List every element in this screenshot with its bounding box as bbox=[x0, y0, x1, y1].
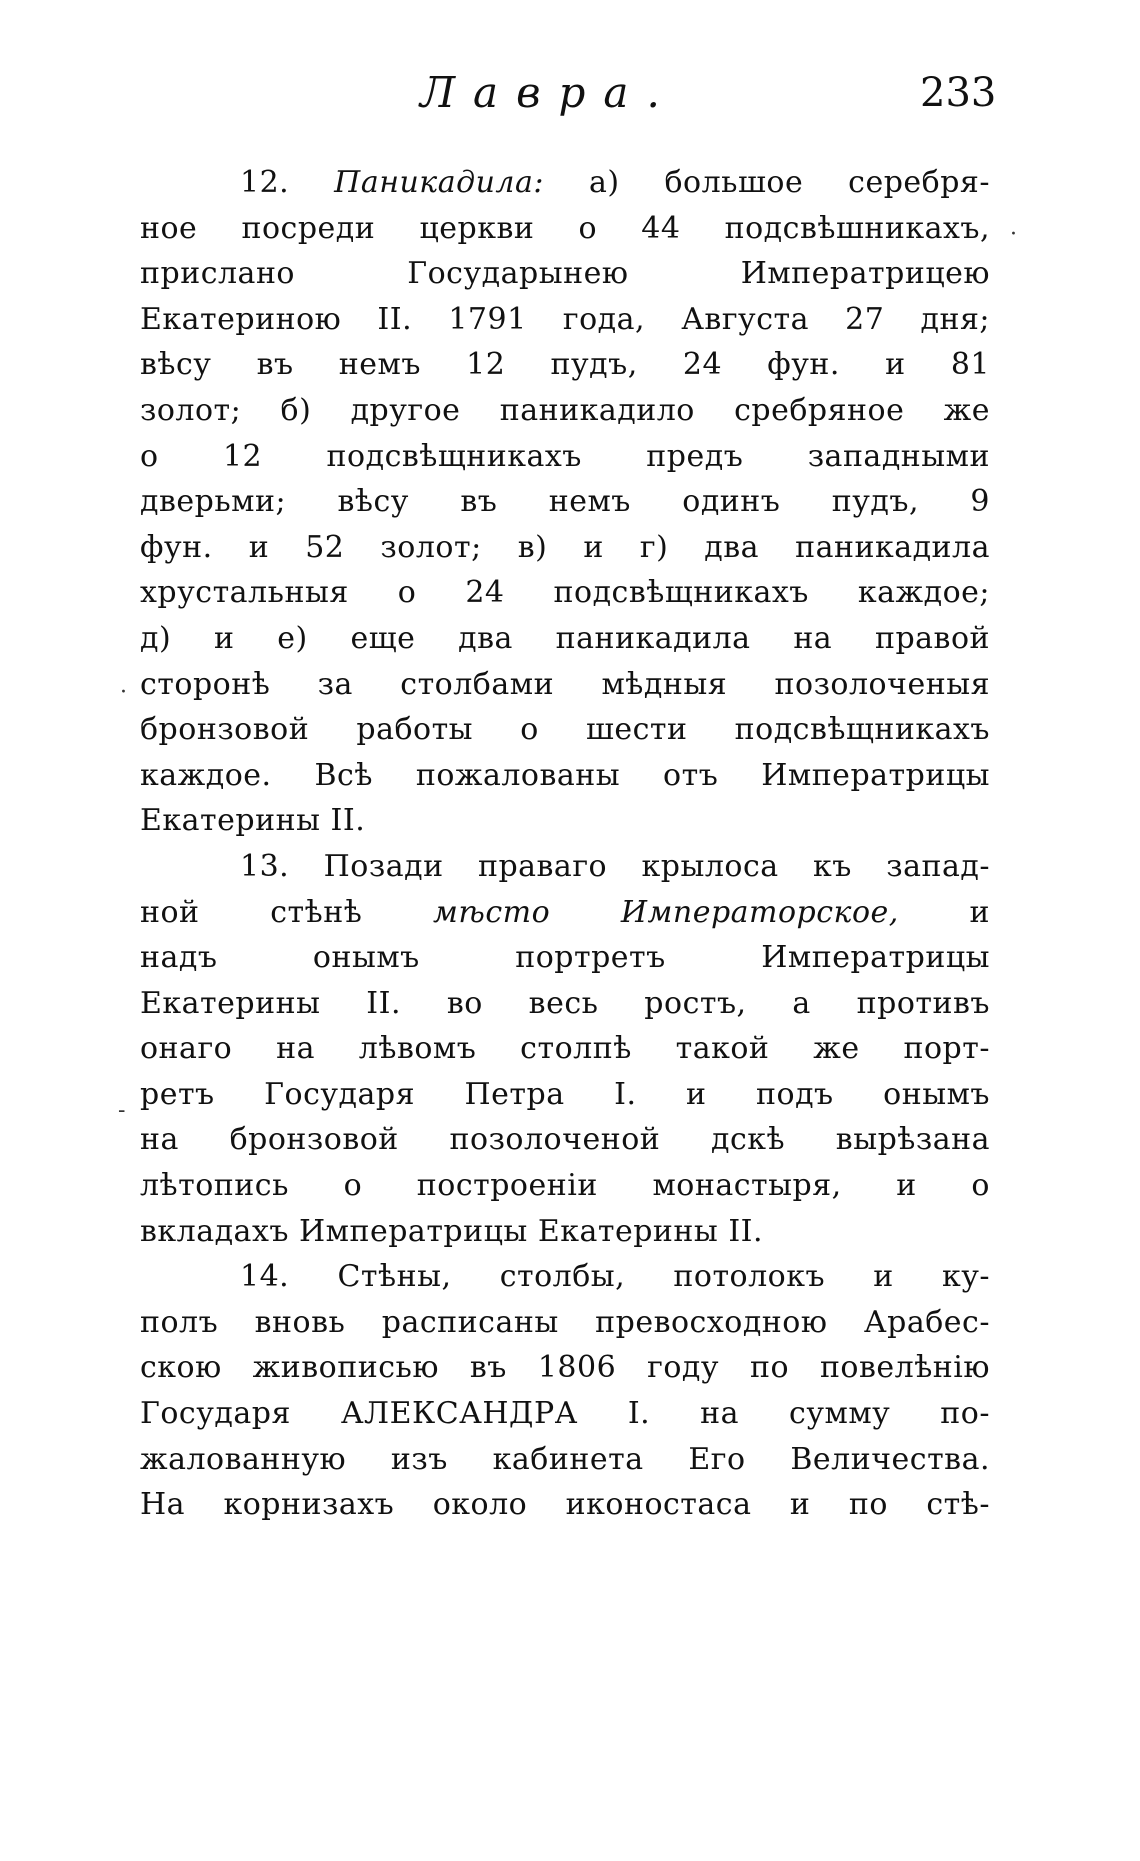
margin-dash: - bbox=[118, 1098, 126, 1123]
paragraph-number: 14. bbox=[240, 1259, 290, 1295]
text-run: и bbox=[898, 894, 991, 930]
text-line: дверьми; вѣсу въ немъ одинъ пудъ, 9 bbox=[140, 484, 990, 520]
text-line: На корнизахъ около иконостаса и по стѣ- bbox=[140, 1487, 990, 1523]
text-line: о 12 подсвѣщникахъ предъ западными bbox=[140, 438, 990, 474]
paragraph-13 bbox=[140, 844, 990, 1254]
text-line: полъ вновь расписаны превосходною Арабес- bbox=[140, 1304, 990, 1340]
text-line: бронзовой работы о шести подсвѣщникахъ bbox=[140, 712, 990, 748]
text-line: сторонѣ за столбами мѣдныя позолоченыя bbox=[140, 666, 990, 702]
text-line: золот; б) другое паникадило сребряное же bbox=[140, 392, 990, 428]
margin-dot: · bbox=[1010, 222, 1017, 247]
margin-dot: · bbox=[120, 680, 127, 705]
paragraph-number: 13. bbox=[240, 848, 290, 884]
text-run: а) большое серебря- bbox=[544, 165, 990, 200]
running-title: Лавра. bbox=[420, 68, 678, 117]
text-line: жалованную изъ кабинета Его Величества. bbox=[140, 1441, 990, 1477]
text-line: Екатерины II. bbox=[140, 803, 366, 839]
page-number: 233 bbox=[920, 70, 997, 116]
text-line bbox=[140, 890, 990, 936]
text-line: на бронзовой позолоченой дскѣ вырѣзана bbox=[140, 1122, 990, 1158]
italic-term: Паникадила: bbox=[334, 165, 545, 200]
italic-term: мѣсто Императорское, bbox=[433, 894, 899, 930]
text-line: лѣтопись о построеніи монастыря, и о bbox=[140, 1168, 990, 1204]
text-line: надъ онымъ портретъ Императрицы bbox=[140, 940, 990, 976]
text-line: скою живописью въ 1806 году по повелѣнію bbox=[140, 1350, 990, 1386]
text-line bbox=[140, 160, 990, 206]
text-line: Государя АЛЕКСАНДРА I. на сумму по- bbox=[140, 1396, 990, 1432]
paragraph-14 bbox=[140, 1254, 990, 1528]
text-line: каждое. Всѣ пожалованы отъ Императрицы bbox=[140, 757, 990, 793]
text-line: хрустальныя о 24 подсвѣщникахъ каждое; bbox=[140, 575, 990, 611]
text-line: ретъ Государя Петра I. и подъ онымъ bbox=[140, 1076, 990, 1112]
text-line bbox=[140, 1254, 990, 1300]
text-run: ной стѣнѣ bbox=[140, 894, 433, 930]
text-line: ное посреди церкви о 44 подсвѣшникахъ, bbox=[140, 210, 990, 246]
text-run: Позади праваго крылоса къ запад- bbox=[323, 848, 990, 884]
paragraph-12 bbox=[140, 160, 990, 844]
text-line: Екатериною II. 1791 года, Августа 27 дня; bbox=[140, 301, 990, 337]
text-run: Стѣны, столбы, потолокъ и ку- bbox=[337, 1259, 991, 1295]
text-line: фун. и 52 золот; в) и г) два паникадила bbox=[140, 529, 990, 565]
body-text bbox=[140, 160, 990, 1528]
text-line: вкладахъ Императрицы Екатерины II. bbox=[140, 1213, 764, 1249]
text-line: прислано Государынею Императрицею bbox=[140, 256, 990, 292]
text-line bbox=[140, 844, 990, 890]
text-line: вѣсу въ немъ 12 пудъ, 24 фун. и 81 bbox=[140, 347, 990, 383]
text-line: Екатерины II. во весь ростъ, а противъ bbox=[140, 985, 990, 1021]
text-line: онаго на лѣвомъ столпѣ такой же порт- bbox=[140, 1031, 990, 1067]
paragraph-number: 12. bbox=[240, 165, 290, 200]
text-line: д) и е) еще два паникадила на правой bbox=[140, 620, 990, 656]
running-head bbox=[0, 68, 1140, 128]
